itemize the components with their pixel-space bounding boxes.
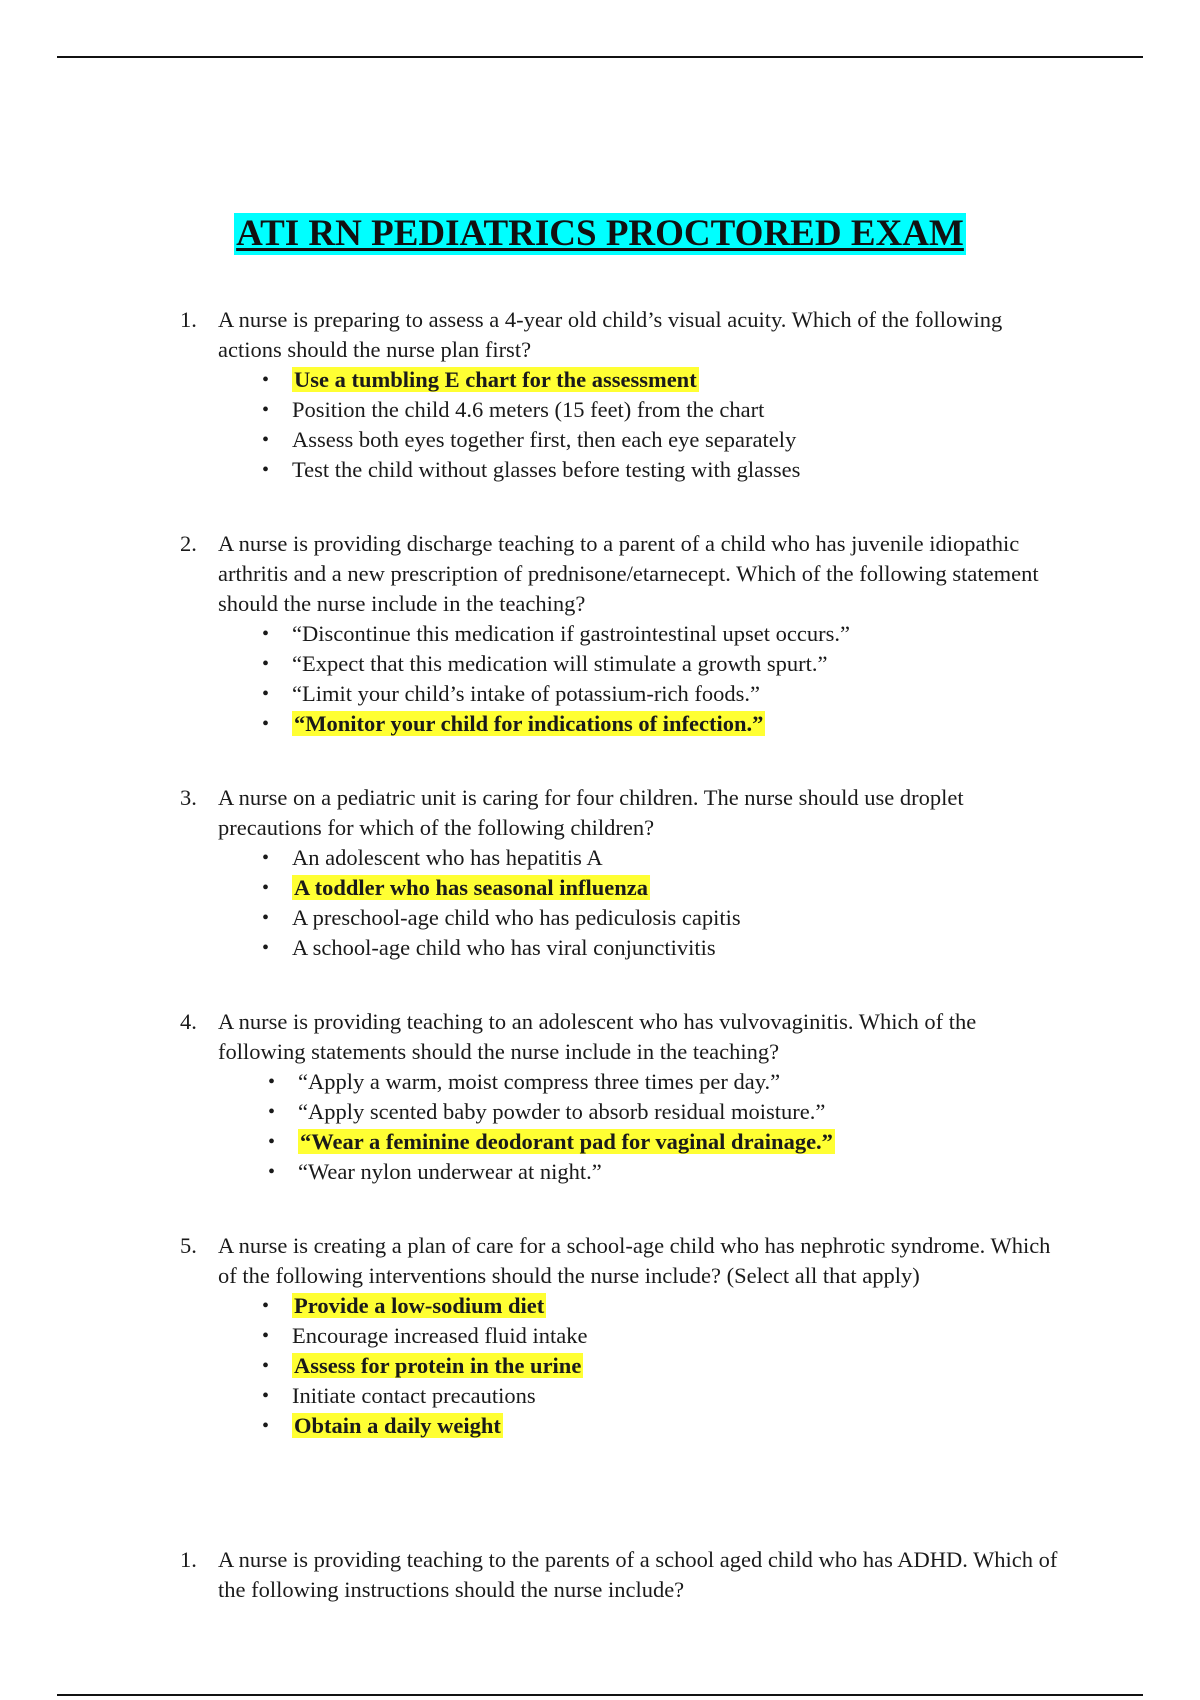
question-text: A nurse is providing discharge teaching to a parent of a child who has juvenile idiopathic arthritis and a new prescription of prednisone/etarnecept. Which of the following statement should the nurse include in the teaching? [218,531,1039,616]
question-number: 4. [180,1009,197,1034]
bullet-icon: • [262,1415,270,1437]
bullet-icon: • [262,1355,270,1377]
answer-option-correct: • Provide a low-sodium diet [262,1291,1060,1321]
question-stem [180,305,1060,365]
bullet-icon: • [262,653,270,675]
answer-option-correct: • “Monitor your child for indications of infection.” [262,709,1060,739]
bullet-icon: • [262,847,270,869]
answer-option: • “Limit your child’s intake of potassium-rich foods.” [262,679,1060,709]
title-wrapper [0,213,1200,255]
bullet-icon: • [262,399,270,421]
bullet-icon: • [262,429,270,451]
answer-option-correct: • Assess for protein in the urine [262,1351,1060,1381]
answer-option-correct: • “Wear a feminine deodorant pad for vaginal drainage.” [268,1127,1060,1157]
bullet-icon: • [262,369,270,391]
answer-options [180,1067,1060,1187]
question-text: A nurse is preparing to assess a 4-year old child’s visual acuity. Which of the following actions should the nurse plan first? [218,307,1003,362]
question-2 [180,529,1060,739]
answer-options [180,619,1060,739]
question-number: 3. [180,785,197,810]
bullet-icon: • [268,1131,276,1153]
answer-option: • “Apply a warm, moist compress three times per day.” [268,1067,1060,1097]
answer-option: • Position the child 4.6 meters (15 feet) from the chart [262,395,1060,425]
answer-option: • Assess both eyes together first, then each eye separately [262,425,1060,455]
answer-option: • Test the child without glasses before testing with glasses [262,455,1060,485]
bullet-icon: • [262,937,270,959]
bullet-icon: • [262,907,270,929]
question-number: 5. [180,1233,197,1258]
answer-option: • “Expect that this medication will stimulate a growth spurt.” [262,649,1060,679]
bullet-icon: • [268,1161,276,1183]
answer-option: • “Apply scented baby powder to absorb residual moisture.” [268,1097,1060,1127]
bullet-icon: • [262,623,270,645]
bullet-icon: • [262,1385,270,1407]
bullet-icon: • [262,459,270,481]
answer-options [180,365,1060,485]
answer-option: • Initiate contact precautions [262,1381,1060,1411]
answer-option-correct: • Use a tumbling E chart for the assessment [262,365,1060,395]
answer-option: • “Discontinue this medication if gastrointestinal upset occurs.” [262,619,1060,649]
bullet-icon: • [262,1325,270,1347]
answer-option: • Encourage increased fluid intake [262,1321,1060,1351]
question-1 [180,305,1060,485]
question-stem [180,1545,1060,1605]
question-text: A nurse is creating a plan of care for a school-age child who has nephrotic syndrome. Which of the following interventions should the nurse include? (Select all that apply) [218,1233,1051,1288]
question-text: A nurse on a pediatric unit is caring for four children. The nurse should use droplet precautions for which of the following children? [218,785,964,840]
question-stem [180,783,1060,843]
question-number: 1. [180,1547,197,1572]
bullet-icon: • [262,683,270,705]
question-3 [180,783,1060,963]
top-rule [57,56,1143,58]
bullet-icon: • [262,877,270,899]
answer-option: • An adolescent who has hepatitis A [262,843,1060,873]
answer-option-correct: • Obtain a daily weight [262,1411,1060,1441]
question-stem [180,529,1060,619]
question-stem [180,1007,1060,1067]
answer-options [180,1291,1060,1441]
answer-option-correct: • A toddler who has seasonal influenza [262,873,1060,903]
bullet-icon: • [268,1071,276,1093]
bullet-icon: • [268,1101,276,1123]
answer-options [180,843,1060,963]
question-text: A nurse is providing teaching to the parents of a school aged child who has ADHD. Which of the following instructions should the nurse include? [218,1547,1058,1602]
question-number: 1. [180,307,197,332]
bullet-icon: • [262,713,270,735]
question-4 [180,1007,1060,1187]
question-5 [180,1231,1060,1441]
question-6 [180,1545,1060,1605]
question-stem [180,1231,1060,1291]
answer-option: • “Wear nylon underwear at night.” [268,1157,1060,1187]
bullet-icon: • [262,1295,270,1317]
bottom-rule [57,1694,1143,1696]
document-title: ATI RN PEDIATRICS PROCTORED EXAM [236,213,964,254]
answer-option: • A preschool-age child who has pediculosis capitis [262,903,1060,933]
question-text: A nurse is providing teaching to an adolescent who has vulvovaginitis. Which of the following statements should the nurse include in the teaching? [218,1009,977,1064]
answer-option: • A school-age child who has viral conjunctivitis [262,933,1060,963]
question-number: 2. [180,531,197,556]
